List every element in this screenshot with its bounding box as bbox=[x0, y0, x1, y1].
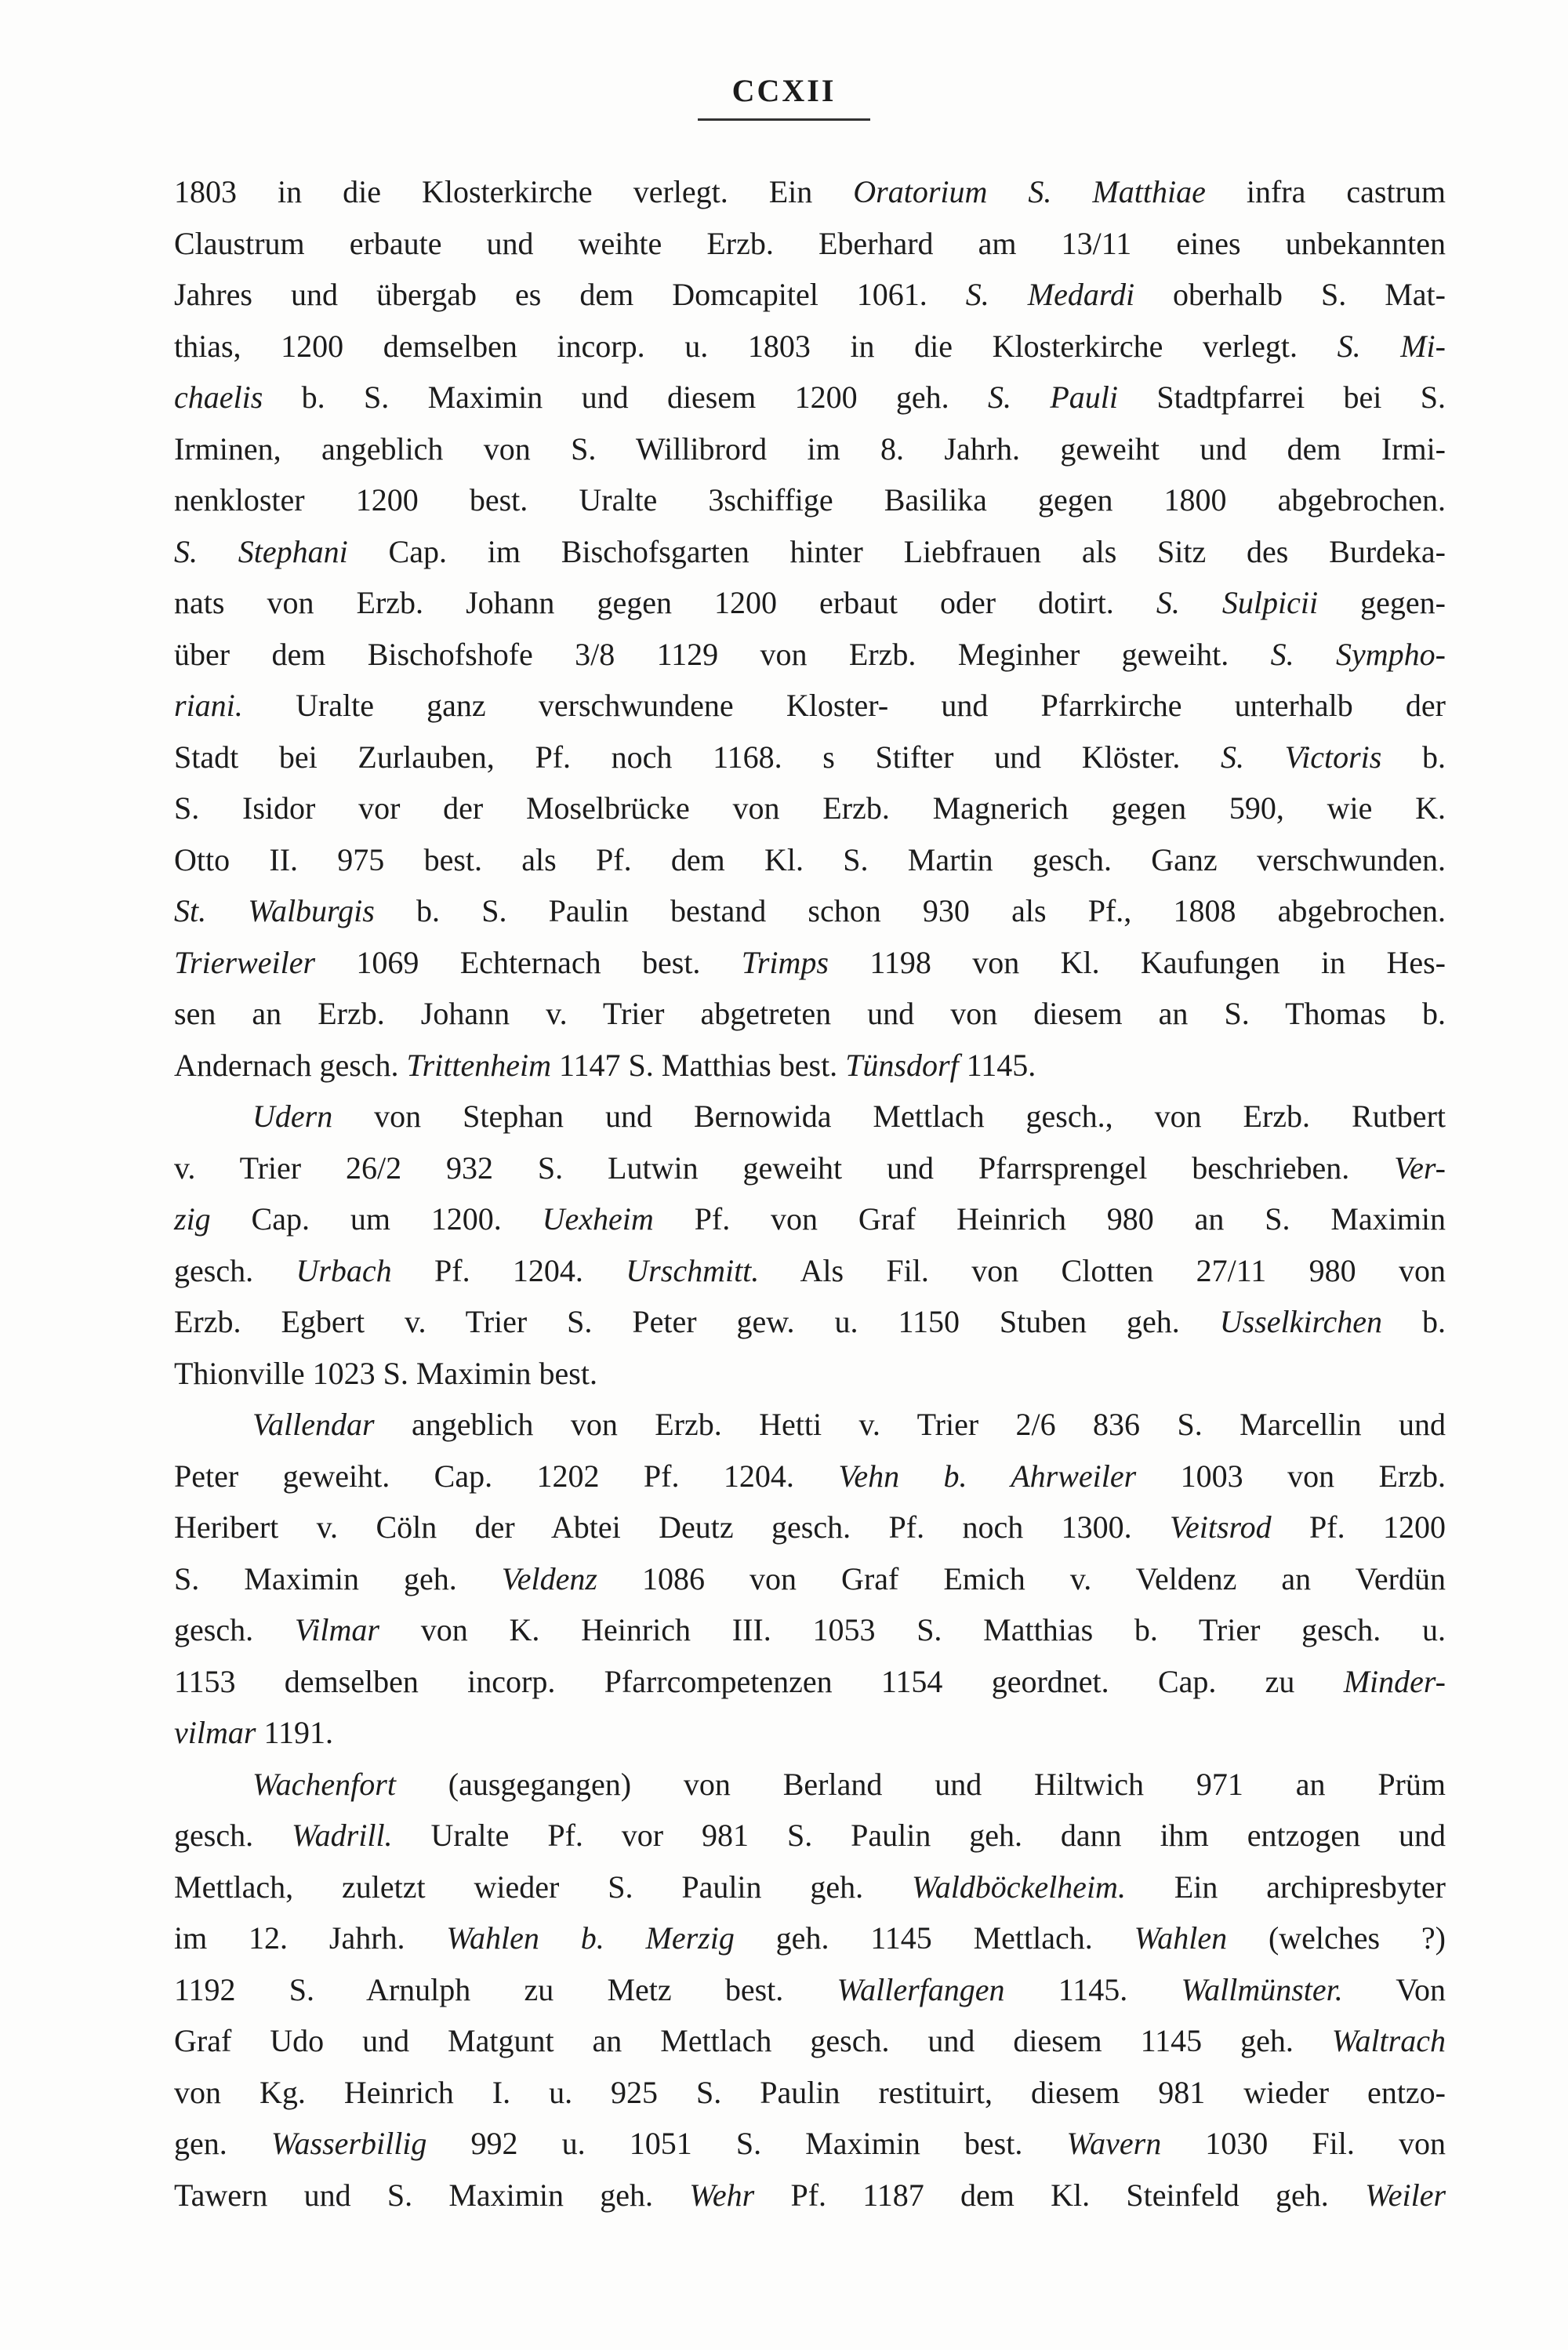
text-segment: von K. Heinrich III. 1053 S. Matthias b. Trier gesch. u. bbox=[379, 1612, 1446, 1647]
text-segment: von Stephan und Bernowida Mettlach gesch., von Erzb. Rutbert bbox=[332, 1099, 1446, 1134]
text-line bbox=[174, 1912, 1446, 1964]
text-segment: (ausgegangen) von Berland und Hiltwich 971 an Prüm bbox=[395, 1766, 1446, 1802]
text-segment: 1147 S. Matthias best. bbox=[551, 1047, 846, 1083]
italic-place-name: Wachenfort bbox=[252, 1766, 396, 1802]
text-line bbox=[174, 1656, 1446, 1708]
text-segment: gen. bbox=[174, 2126, 271, 2161]
text-segment: Peter geweiht. Cap. 1202 Pf. 1204. bbox=[174, 1458, 839, 1494]
italic-place-name: Wadrill. bbox=[292, 1818, 393, 1853]
text-segment: 1191. bbox=[256, 1715, 333, 1750]
italic-place-name: Vehn b. Ahrweiler bbox=[838, 1458, 1137, 1494]
text-line bbox=[174, 1296, 1446, 1348]
text-segment: Pf. 1200 bbox=[1271, 1509, 1446, 1545]
text-segment: Thionville 1023 S. Maximin best. bbox=[174, 1355, 597, 1391]
text-segment: im 12. Jahrh. bbox=[174, 1920, 447, 1956]
text-line bbox=[174, 1759, 1446, 1811]
page-number: CCXII bbox=[698, 72, 871, 121]
text-line bbox=[174, 577, 1446, 629]
text-segment: infra castrum bbox=[1205, 174, 1446, 209]
italic-place-name: Wahlen b. Merzig bbox=[446, 1920, 735, 1956]
text-segment: (welches ?) bbox=[1227, 1920, 1446, 1956]
italic-place-name: Udern bbox=[252, 1099, 333, 1134]
text-segment: 992 u. 1051 S. Maximin best. bbox=[426, 2126, 1067, 2161]
italic-place-name: S. Stephani bbox=[174, 533, 348, 569]
text-segment: Otto II. 975 best. als Pf. dem Kl. S. Martin gesch. Ganz verschwunden. bbox=[174, 841, 1446, 877]
text-line bbox=[174, 1810, 1446, 1861]
text-segment: S. Maximin geh. bbox=[174, 1560, 502, 1596]
italic-place-name: S. Medardi bbox=[965, 277, 1135, 312]
text-segment: Von bbox=[1342, 1971, 1446, 2007]
italic-place-name: St. Walburgis bbox=[174, 893, 375, 928]
text-line bbox=[174, 1348, 1446, 1400]
italic-place-name: Vilmar bbox=[294, 1612, 379, 1647]
text-line bbox=[174, 783, 1446, 834]
text-segment: gesch. bbox=[174, 1252, 296, 1288]
italic-place-name: Trimps bbox=[741, 944, 829, 980]
italic-place-name: Usselkirchen bbox=[1219, 1304, 1383, 1339]
text-segment: Cap. im Bischofsgarten hinter Liebfrauen als Sitz des Burdeka- bbox=[347, 533, 1446, 569]
text-segment: über dem Bischofshofe 3/8 1129 von Erzb. Meginher geweiht. bbox=[174, 636, 1271, 672]
text-line bbox=[174, 1502, 1446, 1553]
italic-place-name: Ver- bbox=[1394, 1150, 1446, 1186]
italic-place-name: Veldenz bbox=[501, 1560, 597, 1596]
text-segment: 1030 Fil. von bbox=[1161, 2126, 1446, 2161]
text-line bbox=[174, 1040, 1446, 1091]
text-segment: oberhalb S. Mat- bbox=[1134, 277, 1446, 312]
text-line bbox=[174, 834, 1446, 886]
text-segment: Pf. von Graf Heinrich 980 an S. Maximin bbox=[653, 1201, 1446, 1237]
italic-place-name: Veitsrod bbox=[1170, 1509, 1272, 1545]
italic-place-name: Wavern bbox=[1066, 2126, 1162, 2161]
text-segment: 1803 in die Klosterkirche verlegt. Ein bbox=[174, 174, 854, 209]
text-line bbox=[174, 526, 1446, 578]
text-line bbox=[174, 2067, 1446, 2119]
text-segment: Stadtpfarrei bei S. bbox=[1118, 380, 1446, 415]
italic-place-name: zig bbox=[174, 1201, 211, 1237]
text-segment: von Kg. Heinrich I. u. 925 S. Paulin restituirt, diesem 981 wieder entzo- bbox=[174, 2074, 1446, 2110]
text-line bbox=[174, 269, 1446, 321]
italic-place-name: Wallerfangen bbox=[837, 1971, 1005, 2007]
text-segment: b. S. Paulin bestand schon 930 als Pf., 1808 abgebrochen. bbox=[374, 893, 1446, 928]
text-line bbox=[174, 1245, 1446, 1297]
text-segment: Pf. 1187 dem Kl. Steinfeld geh. bbox=[754, 2177, 1366, 2213]
italic-place-name: Trittenheim bbox=[406, 1047, 551, 1083]
italic-place-name: Tünsdorf bbox=[845, 1047, 959, 1083]
italic-place-name: riani. bbox=[174, 688, 243, 723]
text-line bbox=[174, 166, 1446, 218]
italic-place-name: Urschmitt. bbox=[626, 1252, 760, 1288]
text-line bbox=[174, 372, 1446, 423]
text-line bbox=[174, 1399, 1446, 1451]
text-segment: nats von Erzb. Johann gegen 1200 erbaut oder dotirt. bbox=[174, 585, 1156, 620]
text-segment: Mettlach, zuletzt wieder S. Paulin geh. bbox=[174, 1869, 913, 1905]
italic-place-name: S. Sulpicii bbox=[1156, 585, 1319, 620]
italic-place-name: Vallendar bbox=[252, 1407, 375, 1442]
page-header bbox=[0, 72, 1568, 121]
text-segment: 1198 von Kl. Kaufungen in Hes- bbox=[828, 944, 1446, 980]
text-segment: 1086 von Graf Emich v. Veldenz an Verdün bbox=[597, 1560, 1446, 1596]
text-line bbox=[174, 423, 1446, 475]
italic-place-name: vilmar bbox=[174, 1715, 256, 1750]
text-line bbox=[174, 988, 1446, 1040]
text-segment: b. bbox=[1381, 739, 1446, 775]
italic-place-name: Wasserbillig bbox=[270, 2126, 427, 2161]
italic-place-name: Oratorium S. Matthiae bbox=[853, 174, 1206, 209]
italic-place-name: Weiler bbox=[1365, 2177, 1446, 2213]
text-segment: thias, 1200 demselben incorp. u. 1803 in die Klosterkirche verlegt. bbox=[174, 328, 1338, 364]
text-line bbox=[174, 1707, 1446, 1759]
text-segment: 1192 S. Arnulph zu Metz best. bbox=[174, 1971, 837, 2007]
text-line bbox=[174, 218, 1446, 270]
italic-place-name: S. Sympho- bbox=[1270, 636, 1446, 672]
text-line bbox=[174, 474, 1446, 526]
body-text bbox=[174, 166, 1446, 2221]
text-segment: 1145. bbox=[1004, 1971, 1181, 2007]
text-line bbox=[174, 1553, 1446, 1605]
text-segment: 1003 von Erzb. bbox=[1136, 1458, 1446, 1494]
text-line bbox=[174, 2170, 1446, 2221]
italic-place-name: S. Mi- bbox=[1337, 328, 1446, 364]
text-segment: gegen- bbox=[1318, 585, 1446, 620]
text-segment: Stadt bei Zurlauben, Pf. noch 1168. s Stifter und Klöster. bbox=[174, 739, 1221, 775]
text-segment: Andernach gesch. bbox=[174, 1047, 407, 1083]
text-line bbox=[174, 1091, 1446, 1142]
text-segment: b. bbox=[1382, 1304, 1446, 1339]
text-segment: Pf. 1204. bbox=[391, 1252, 626, 1288]
text-line bbox=[174, 1604, 1446, 1656]
text-segment: 1153 demselben incorp. Pfarrcompetenzen 1154 geordnet. Cap. zu bbox=[174, 1663, 1344, 1699]
text-segment: Uralte ganz verschwundene Kloster- und Pfarrkirche unterhalb der bbox=[242, 688, 1446, 723]
text-segment: Ein archipresbyter bbox=[1125, 1869, 1446, 1905]
italic-place-name: Trierweiler bbox=[174, 944, 316, 980]
text-segment: Irminen, angeblich von S. Willibrord im 8. Jahrh. geweiht und dem Irmi- bbox=[174, 430, 1446, 467]
italic-place-name: chaelis bbox=[174, 380, 263, 415]
text-line bbox=[174, 1142, 1446, 1194]
italic-place-name: Waldböckelheim. bbox=[912, 1869, 1126, 1905]
text-line bbox=[174, 2118, 1446, 2170]
text-segment: Tawern und S. Maximin geh. bbox=[174, 2177, 690, 2213]
text-segment: Erzb. Egbert v. Trier S. Peter gew. u. 1150 Stuben geh. bbox=[174, 1304, 1220, 1339]
text-line bbox=[174, 2015, 1446, 2067]
text-line bbox=[174, 1193, 1446, 1245]
text-segment: Uralte Pf. vor 981 S. Paulin geh. dann ihm entzogen und bbox=[392, 1818, 1446, 1853]
text-segment: 1069 Echternach best. bbox=[315, 944, 742, 980]
text-line bbox=[174, 732, 1446, 783]
italic-place-name: Minder- bbox=[1343, 1663, 1446, 1699]
italic-place-name: Wehr bbox=[689, 2177, 755, 2213]
text-segment: gesch. bbox=[174, 1612, 295, 1647]
italic-place-name: Uexheim bbox=[542, 1201, 654, 1237]
text-segment: S. Isidor vor der Moselbrücke von Erzb. Magnerich gegen 590, wie K. bbox=[174, 790, 1446, 826]
text-line bbox=[174, 885, 1446, 937]
text-line bbox=[174, 629, 1446, 681]
text-segment: gesch. bbox=[174, 1818, 292, 1853]
italic-place-name: S. Victoris bbox=[1220, 739, 1382, 775]
text-segment: nenkloster 1200 best. Uralte 3schiffige Basilika gegen 1800 abgebrochen. bbox=[174, 482, 1446, 518]
italic-place-name: S. Pauli bbox=[988, 380, 1119, 415]
text-segment: Heribert v. Cöln der Abtei Deutz gesch. Pf. noch 1300. bbox=[174, 1509, 1170, 1545]
text-segment: geh. 1145 Mettlach. bbox=[734, 1920, 1134, 1956]
text-line bbox=[174, 680, 1446, 732]
text-segment: Graf Udo und Matgunt an Mettlach gesch. und diesem 1145 geh. bbox=[174, 2023, 1332, 2058]
text-segment: Als Fil. von Clotten 27/11 980 von bbox=[759, 1252, 1446, 1288]
text-segment: Cap. um 1200. bbox=[210, 1201, 543, 1237]
text-line bbox=[174, 937, 1446, 989]
italic-place-name: Urbach bbox=[296, 1252, 392, 1288]
text-line bbox=[174, 321, 1446, 372]
text-segment: sen an Erzb. Johann v. Trier abgetreten und von diesem an S. Thomas b. bbox=[174, 996, 1446, 1031]
text-segment: Claustrum erbaute und weihte Erzb. Eberhard am 13/11 eines unbekannten bbox=[174, 225, 1446, 261]
text-line bbox=[174, 1964, 1446, 2016]
italic-place-name: Wallmünster. bbox=[1181, 1971, 1343, 2007]
italic-place-name: Wahlen bbox=[1134, 1920, 1228, 1956]
text-line bbox=[174, 1451, 1446, 1502]
text-segment: 1145. bbox=[958, 1047, 1036, 1083]
text-segment: v. Trier 26/2 932 S. Lutwin geweiht und Pfarrsprengel beschrieben. bbox=[174, 1150, 1395, 1186]
text-segment: b. S. Maximin und diesem 1200 geh. bbox=[263, 380, 989, 415]
italic-place-name: Waltrach bbox=[1331, 2023, 1446, 2058]
text-line bbox=[174, 1861, 1446, 1913]
text-segment: angeblich von Erzb. Hetti v. Trier 2/6 836 S. Marcellin und bbox=[374, 1407, 1446, 1442]
text-segment: Jahres und übergab es dem Domcapitel 1061. bbox=[174, 277, 966, 312]
